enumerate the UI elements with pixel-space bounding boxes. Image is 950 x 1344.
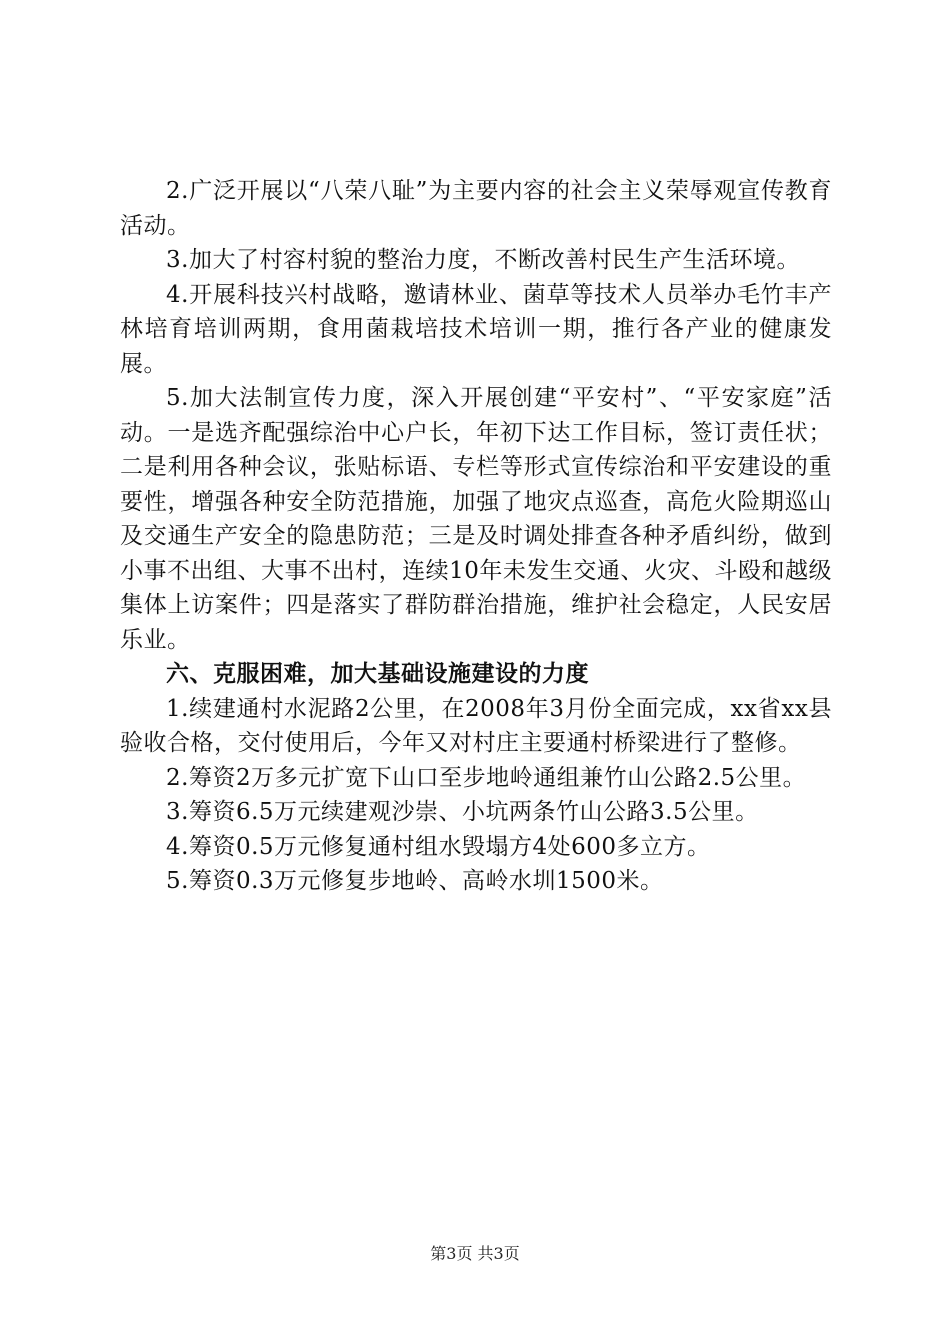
section-item-3: 3.筹资6.5万元续建观沙崇、小坑两条竹山公路3.5公里。: [166, 799, 759, 825]
paragraph-item-2: 2.广泛开展以“八荣八耻”为主要内容的社会主义荣辱观宣传教育活动。: [120, 178, 832, 239]
section-item-5: 5.筹资0.3万元修复步地岭、高岭水圳1500米。: [166, 868, 664, 894]
document-body: [120, 174, 832, 899]
section-item-2: 2.筹资2万多元扩宽下山口至步地岭通组兼竹山公路2.5公里。: [166, 764, 807, 791]
section-item-4: 4.筹资0.5万元修复通村组水毁塌方4处600多立方。: [166, 833, 711, 860]
paragraph-item-5: 5.加大法制宣传力度，深入开展创建“平安村”、“平安家庭”活动。一是选齐配强综治中心户长，年初下达工作目标，签订责任状；二是利用各种会议，张贴标语、专栏等形式宣传综治和平安建设的重要性，增强各种安全防范措施，加强了地灾点巡查，高危火险期巡山及交通生产安全的隐患防范；三是及时调处排查各种矛盾纠纷，做到小事不出组、大事不出村，连续10年未发生交通、火灾、斗殴和越级集体上访案件；四是落实了群防群治措施，维护社会稳定，人民安居乐业。: [120, 385, 832, 653]
section-item-1: 1.续建通村水泥路2公里，在2008年3月份全面完成，xx省xx县验收合格，交付使用后，今年又对村庄主要通村桥梁进行了整修。: [120, 695, 832, 756]
paragraph-item-3: 3.加大了村容村貌的整治力度，不断改善村民生产生活环境。: [166, 247, 800, 273]
section-heading: 六、克服困难，加大基础设施建设的力度: [166, 661, 589, 687]
paragraph-item-4: 4.开展科技兴村战略，邀请林业、菌草等技术人员举办毛竹丰产林培育培训两期，食用菌栽培技术培训一期，推行各产业的健康发展。: [120, 281, 832, 377]
page-footer: 第3页 共3页: [430, 1244, 520, 1263]
